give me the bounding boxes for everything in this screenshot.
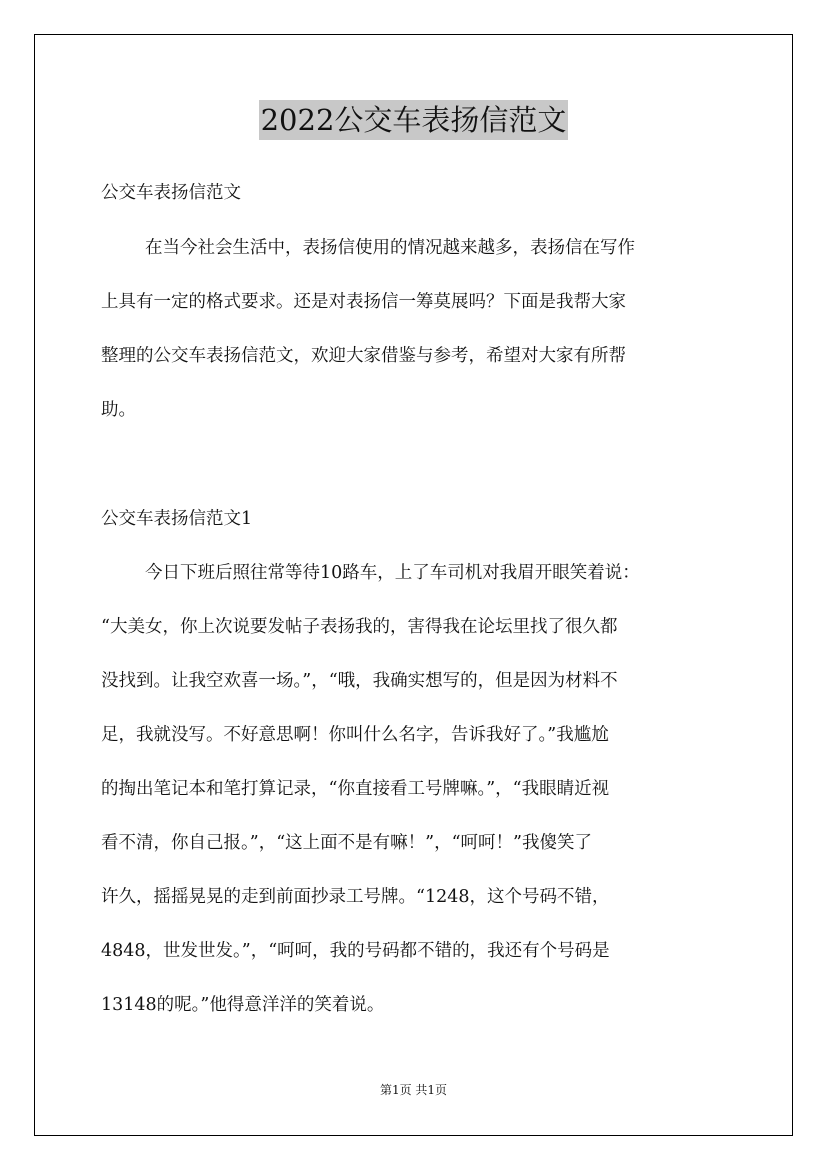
subtitle: 公交车表扬信范文: [101, 183, 241, 203]
body-line-1: 今日下班后照往常等待10路车，上了车司机对我眉开眼笑着说：: [145, 563, 640, 583]
body-line-7: 许久，摇摇晃晃的走到前面抄录工号牌。“1248，这个号码不错，: [101, 887, 610, 907]
body-line-2: “大美女，你上次说要发帖子表扬我的，害得我在论坛里找了很久都: [101, 617, 618, 637]
intro-line-2: 上具有一定的格式要求。还是对表扬信一筹莫展吗？下面是我帮大家: [101, 292, 626, 312]
body-line-8: 4848，世发世发。”，“呵呵，我的号码都不错的，我还有个号码是: [101, 941, 610, 961]
body-line-9: 13148的呢。”他得意洋洋的笑着说。: [101, 995, 385, 1015]
title-container: [0, 100, 827, 140]
section-heading: 公交车表扬信范文1: [101, 509, 253, 529]
body-line-6: 看不清，你自己报。”，“这上面不是有嘛！”，“呵呵！”我傻笑了: [101, 833, 592, 853]
document-title: 2022公交车表扬信范文: [259, 100, 569, 140]
body-line-4: 足，我就没写。不好意思啊！你叫什么名字，告诉我好了。”我尴尬: [101, 725, 609, 745]
body-line-3: 没找到。让我空欢喜一场。”，“哦，我确实想写的，但是因为材料不: [101, 671, 618, 691]
intro-line-4: 助。: [101, 400, 136, 420]
page-footer: 第1页 共1页: [379, 1083, 448, 1097]
intro-line-3: 整理的公交车表扬信范文，欢迎大家借鉴与参考，希望对大家有所帮: [101, 346, 626, 366]
intro-line-1: 在当今社会生活中，表扬信使用的情况越来越多，表扬信在写作: [145, 238, 635, 258]
body-line-5: 的掏出笔记本和笔打算记录，“你直接看工号牌嘛。”，“我眼睛近视: [101, 779, 610, 799]
